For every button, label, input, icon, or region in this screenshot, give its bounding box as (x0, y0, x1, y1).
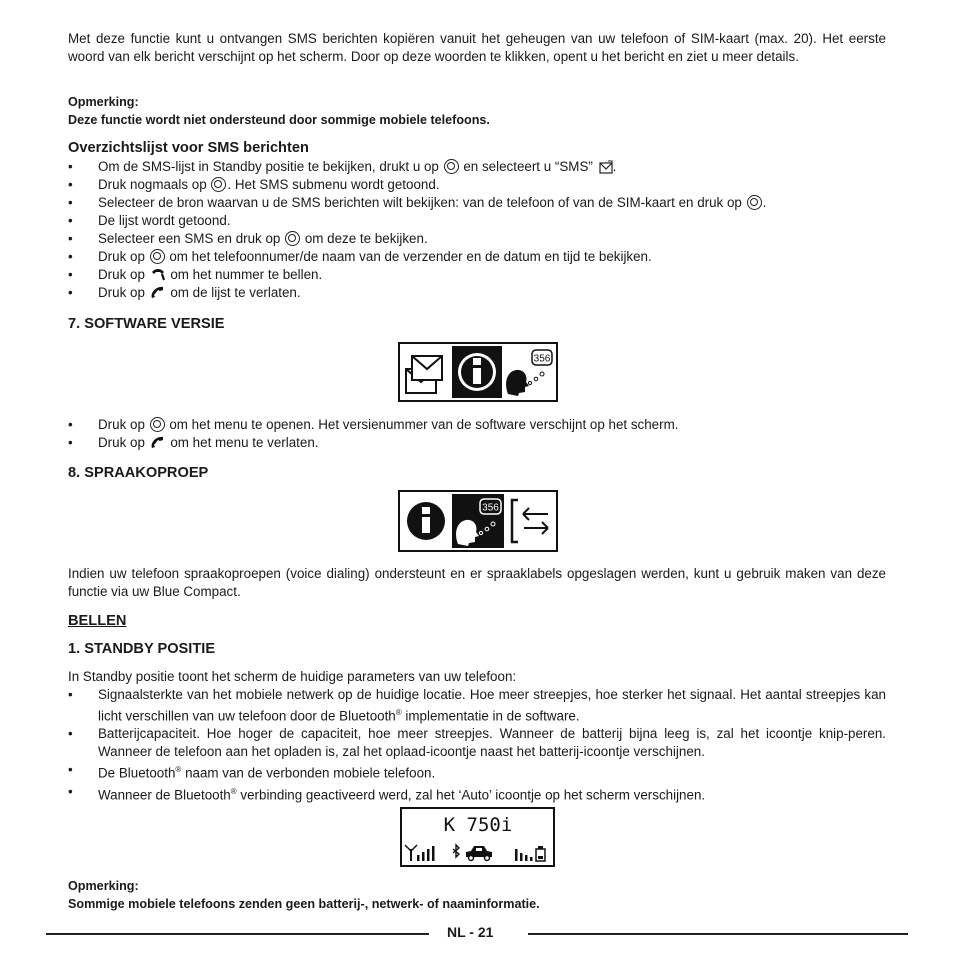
list-item: • Druk op om het telefoonnumer/de naam van de verzender en de datum en tijd te bekijken. (68, 248, 886, 266)
ok-button-icon (211, 177, 226, 192)
hangup-button-icon (150, 286, 166, 299)
list-item: • Om de SMS-lijst in Standby positie te bekijken, drukt u op en selecteert u “SMS” . (68, 158, 886, 176)
standby-heading: 1. STANDBY POSITIE (68, 641, 216, 657)
list-item: • Signaalsterkte van het mobiele netwerk op de huidige locatie. Hoe meer streepjes, hoe sterker het signaal. Het aantal streepjes kan licht verschillen van uw telefoon door de Bluetooth® implementatie in de software. (68, 686, 886, 725)
list-item: • Selecteer een SMS en druk op om deze te bekijken. (68, 230, 886, 248)
list-item: • Druk nogmaals op . Het SMS submenu wordt getoond. (68, 176, 886, 194)
note-block (68, 877, 886, 913)
call-button-icon (150, 268, 166, 281)
hangup-button-icon (150, 436, 166, 449)
note-text: Deze functie wordt niet ondersteund door sommige mobiele telefoons. (68, 113, 490, 127)
standby-intro: In Standby positie toont het scherm de huidige parameters van uw telefoon: (68, 669, 517, 684)
ok-button-icon (150, 249, 165, 264)
list-item: • Druk op om het menu te openen. Het versienummer van de software verschijnt op het scherm. (68, 416, 886, 434)
page-number: NL - 21 (447, 924, 494, 940)
voice-dial-icon (506, 350, 552, 396)
list-item: • Selecteer de bron waarvan u de SMS berichten wilt bekijken: van de telefoon of van de SIM-kaart en druk op . (68, 194, 886, 212)
list-item: • Druk op om het menu te verlaten. (68, 434, 886, 452)
info-icon (407, 502, 445, 540)
list-item: • Druk op om de lijst te verlaten. (68, 284, 886, 302)
voice-heading: 8. SPRAAKOPROEP (68, 465, 209, 481)
standby-list (68, 686, 886, 804)
list-item: • Wanneer de Bluetooth® verbinding geactiveerd werd, zal het ‘Auto’ icoontje op het scherm verschijnen. (68, 783, 886, 804)
note-text: Sommige mobiele telefoons zenden geen batterij-, netwerk- of naaminformatie. (68, 897, 540, 911)
badge-number: 356 (482, 502, 499, 514)
info-icon (458, 353, 496, 391)
software-list-wrap (68, 416, 886, 452)
call-transfer-icon (512, 500, 548, 542)
ok-button-icon (444, 159, 459, 174)
sms-section (68, 139, 886, 302)
car-icon (466, 846, 492, 861)
software-heading: 7. SOFTWARE VERSIE (68, 316, 225, 332)
list-item: • De lijst wordt getoond. (68, 212, 886, 230)
sms-envelope-icon (599, 160, 613, 174)
ok-button-icon (747, 195, 762, 210)
lcd-phone-name: K 750i (443, 814, 513, 836)
software-list (68, 416, 886, 452)
note-block (68, 93, 886, 129)
sms-list (68, 158, 886, 302)
battery-icon (515, 846, 545, 861)
envelope-icon (406, 356, 442, 393)
voice-paragraph: Indien uw telefoon spraakoproepen (voice dialing) ondersteunt en er spraaklabels opgeslagen werden, kunt u gebruik maken van deze functie via uw Blue Compact. (68, 566, 886, 599)
list-item: • De Bluetooth® naam van de verbonden mobiele telefoon. (68, 761, 886, 782)
note-label: Opmerking: (68, 95, 139, 109)
note-label: Opmerking: (68, 879, 139, 893)
voice-menu-screen (398, 490, 558, 552)
sms-heading: Overzichtslijst voor SMS berichten (68, 140, 309, 156)
intro-paragraph: Met deze functie kunt u ontvangen SMS berichten kopiëren vanuit het geheugen van uw telefoon of SIM-kaart (max. 20). Het eerste woord van elk bericht verschijnt op het scherm. Door op deze woorden te klikken, opent u het bericht en ziet u meer details. (68, 31, 886, 64)
ok-button-icon (150, 417, 165, 432)
standby-section (68, 668, 886, 804)
list-item: • Druk op om het nummer te bellen. (68, 266, 886, 284)
footer-rule-right (528, 933, 908, 935)
footer-rule-left (46, 933, 429, 935)
bellen-heading: BELLEN (68, 613, 127, 629)
list-item: • Batterijcapaciteit. Hoe hoger de capaciteit, hoe meer streepjes. Wanneer de batterij bijna leeg is, zal het icoontje knip-peren. Wanneer de telefoon aan het opladen is, zal het oplaad-icoontje naast het batterij-icoontje verschijnen. (68, 725, 886, 761)
software-menu-screen (398, 342, 558, 402)
bluetooth-icon (453, 845, 459, 857)
badge-number: 356 (533, 353, 551, 365)
standby-screen (400, 807, 555, 867)
ok-button-icon (285, 231, 300, 246)
signal-icon (405, 845, 435, 861)
